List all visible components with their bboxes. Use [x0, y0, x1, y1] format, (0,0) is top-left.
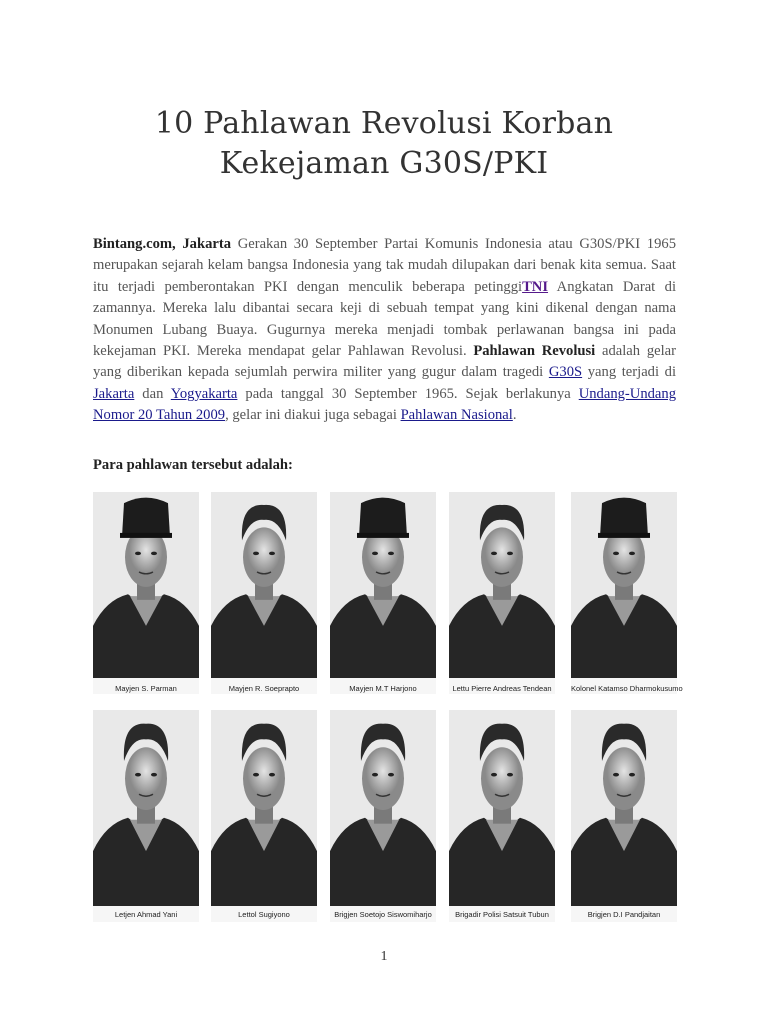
paragraph-text: Gerakan 30 September Partai Komunis Indonesia atau G30S/PKI 1965 merupakan sejarah kelam bangsa Indonesia yang tak mudah dilupakan dari benak kita semua. Saat itu terjadi pemberontakan PKI dengan menculik beberapa petinggi	[93, 236, 676, 295]
paragraph-text: , gelar ini diakui juga sebagai	[225, 407, 397, 424]
hero-caption: Mayjen M.T Harjono	[349, 684, 417, 693]
page-title	[92, 104, 676, 184]
paragraph-text: Angkatan Darat di zamannya. Mereka lalu dibantai secara keji di sebuah tempat yang kini dikenal dengan nama Monumen Lubang Buaya. Gugurnya mereka menjadi tombak perlawanan bangsa ini pada kekejaman PKI. Mereka mendapat gelar Pahlawan Revolusi.	[93, 278, 677, 360]
link-tni[interactable]: TNI	[522, 278, 549, 295]
hero-caption: Mayjen R. Soeprapto	[228, 684, 300, 693]
title-line-2: Kekejaman G30S/PKI	[219, 146, 549, 181]
paragraph-text: dan	[142, 385, 164, 402]
hero-portrait	[211, 710, 317, 922]
paragraph-text: yang terjadi di	[587, 364, 677, 381]
hero-caption: Lettu Pierre Andreas Tendean	[452, 684, 552, 693]
paragraph-text: .	[512, 407, 517, 424]
hero-portrait	[330, 710, 436, 922]
intro-paragraph	[93, 234, 676, 427]
link-yogyakarta[interactable]: Yogyakarta	[170, 385, 238, 402]
hero-portrait	[449, 492, 555, 694]
title-line-1: 10 Pahlawan Revolusi Korban	[154, 106, 614, 141]
paragraph-text: pada tanggal 30 September 1965. Sejak berlakunya	[245, 385, 571, 402]
hero-portrait	[449, 710, 555, 922]
hero-portrait	[211, 492, 317, 694]
hero-caption: Kolonel Katamso Dharmokusumo	[571, 684, 683, 693]
hero-caption: Letjen Ahmad Yani	[114, 910, 178, 919]
hero-portrait	[571, 492, 683, 694]
bold-term: Pahlawan Revolusi	[473, 343, 596, 360]
link-g30s[interactable]: G30S	[548, 364, 583, 381]
hero-caption: Mayjen S. Parman	[115, 684, 177, 693]
link-jakarta[interactable]: Jakarta	[93, 385, 135, 402]
link-pahlawan-nasional[interactable]: Pahlawan Nasional	[400, 407, 513, 424]
hero-portrait	[330, 492, 436, 694]
hero-caption: Brigjen D.I Pandjaitan	[587, 910, 661, 919]
paragraph-text: adalah gelar yang diberikan kepada sejumlah perwira militer yang gugur dalam tragedi	[93, 343, 676, 381]
link-undang-undang[interactable]: Undang-Undang Nomor 20 Tahun 2009	[93, 385, 676, 424]
hero-caption: Lettol Sugiyono	[238, 910, 290, 919]
hero-portrait	[93, 710, 199, 922]
page-number: 1	[380, 949, 388, 964]
hero-portrait	[571, 710, 677, 922]
list-heading: Para pahlawan tersebut adalah:	[93, 457, 293, 473]
hero-portrait	[93, 492, 199, 694]
source-label: Bintang.com, Jakarta	[93, 236, 232, 252]
hero-caption: Brigadir Polisi Satsuit Tubun	[455, 910, 549, 919]
hero-caption: Brigjen Soetojo Siswomiharjo	[334, 910, 432, 919]
